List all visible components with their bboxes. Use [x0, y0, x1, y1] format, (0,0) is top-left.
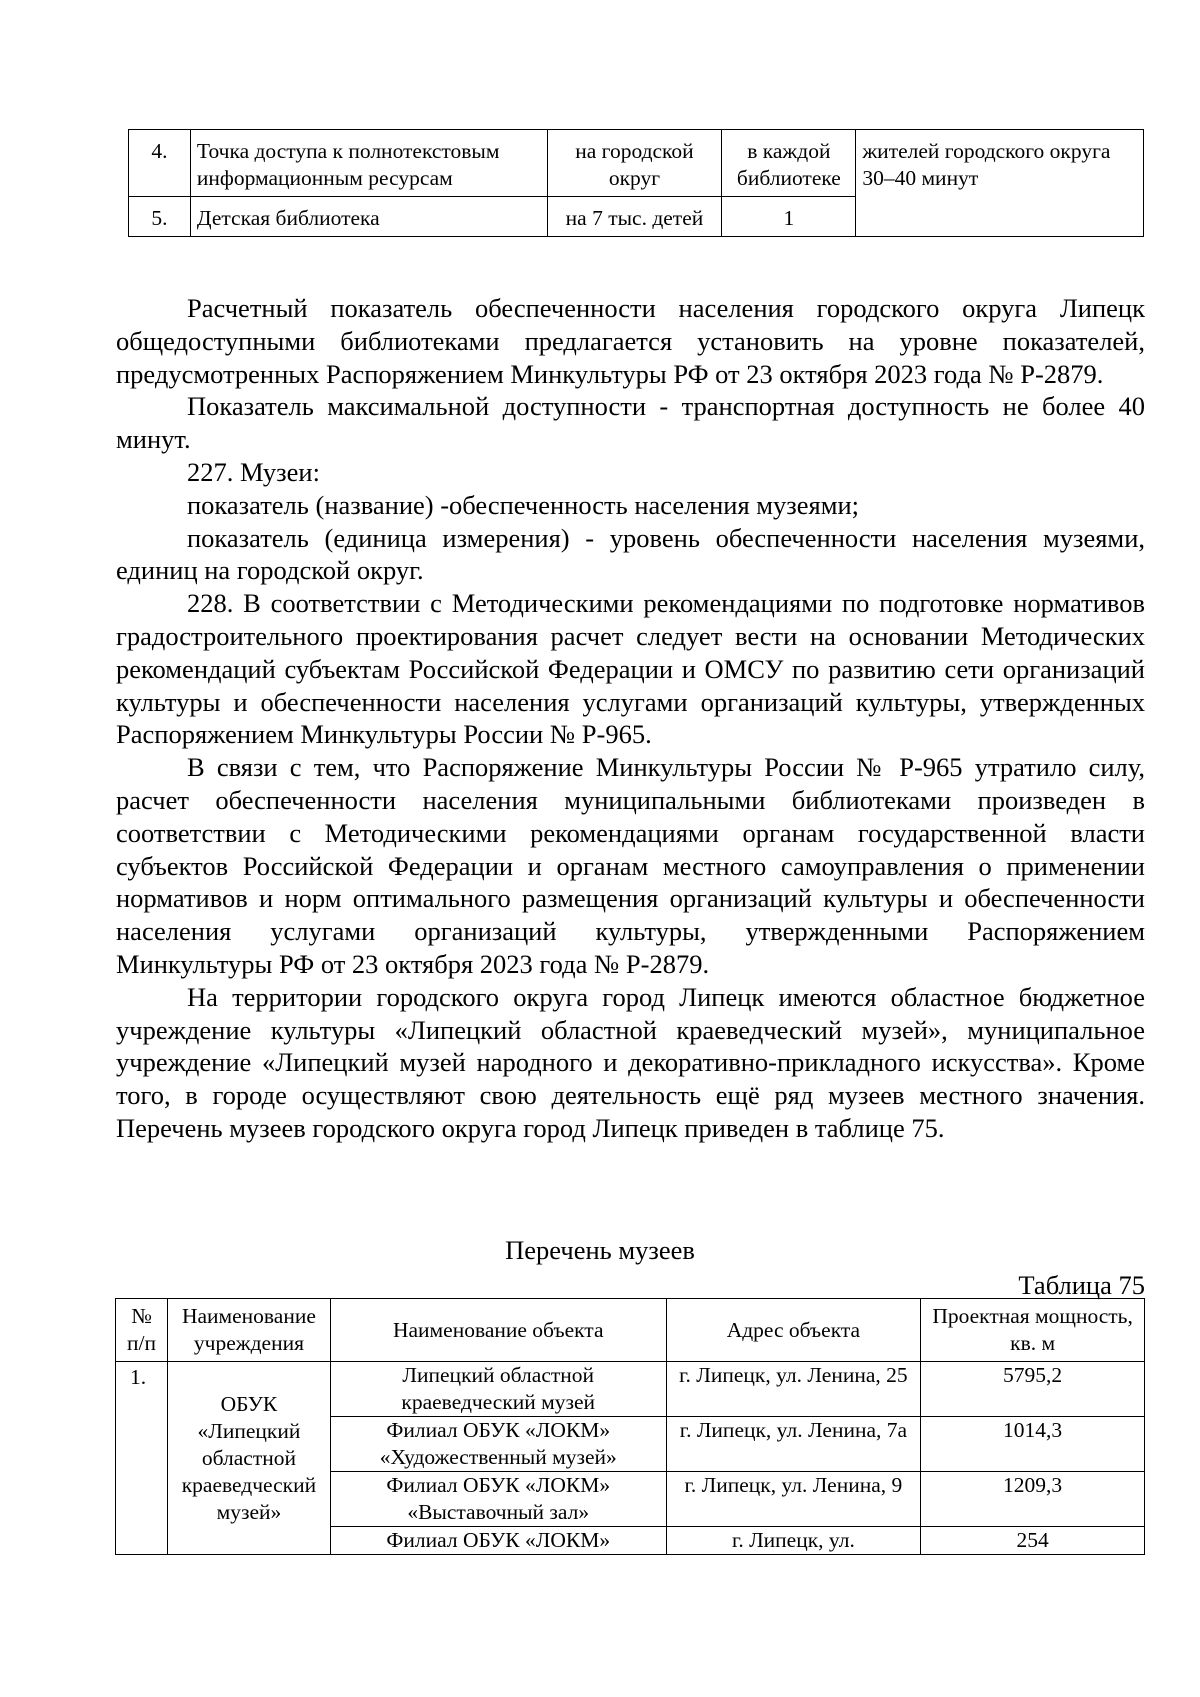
indicator-name: Точка доступа к полнотекстовым информационным ресурсам — [190, 130, 547, 197]
object-capacity: 1014,3 — [921, 1417, 1145, 1472]
header-num: № п/п — [116, 1299, 168, 1362]
paragraph: 228. В соответствии с Методическими рекомендациями по подготовке нормативов градостроительного проектирования расчет следует вести на основании Методических рекомендаций субъектам Российской Федерации и ОМСУ по развитию сети организаций культуры и обеспеченности населения услугами организаций культуры, утвержденных Распоряжением Минкультуры России № Р-965. — [116, 588, 1145, 750]
header-capacity: Проектная мощность, кв. м — [921, 1299, 1145, 1362]
row-number: 5. — [129, 197, 191, 237]
paragraph: показатель (название) -обеспеченность населения музеями; — [187, 489, 860, 520]
accessibility-cell: жителей городского округа 30–40 минут — [856, 130, 1144, 237]
table-row — [116, 1362, 1145, 1417]
object-address: г. Липецк, ул. Ленина, 25 — [666, 1362, 921, 1417]
object-name: Липецкий областной краеведческий музей — [330, 1362, 666, 1417]
object-address: г. Липецк, ул. Ленина, 7а — [666, 1417, 921, 1472]
indicator-name: Детская библиотека — [190, 197, 547, 237]
paragraph: показатель (единица измерения) - уровень обеспеченности населения музеями, единиц на городской округ. — [116, 522, 1145, 586]
indicator-value: в каждой библиотеке — [722, 130, 856, 197]
paragraph: Расчетный показатель обеспеченности населения городского округа Липецк общедоступными библиотеками предлагается установить на уровне показателей, предусмотренных Распоряжением Минкультуры РФ от 23 октября 2023 года № Р-2879. — [116, 293, 1145, 389]
object-name: Филиал ОБУК «ЛОКМ» «Выставочный зал» — [330, 1472, 666, 1527]
indicator-unit: на городской округ — [547, 130, 722, 197]
row-number: 4. — [129, 130, 191, 197]
object-capacity: 254 — [921, 1527, 1145, 1555]
table-row — [129, 130, 1144, 197]
table-caption: Перечень музеев — [505, 1235, 695, 1265]
body-text — [116, 292, 1145, 1145]
paragraph: В связи с тем, что Распоряжение Минкультуры России № Р-965 утратило силу, расчет обеспеченности населения муниципальными библиотеками произведен в соответствии с Методическими рекомендациями органам государственной власти субъектов Российской Федерации и органам местного самоуправления о применении нормативов и норм оптимального размещения организаций культуры и обеспеченности населения услугами организаций культуры, утвержденными Распоряжением Минкультуры РФ от 23 октября 2023 года № Р-2879. — [116, 752, 1145, 979]
object-address: г. Липецк, ул. Ленина, 9 — [666, 1472, 921, 1527]
header-address: Адрес объекта — [666, 1299, 921, 1362]
object-name: Филиал ОБУК «ЛОКМ» «Художественный музей» — [330, 1417, 666, 1472]
museums-table — [115, 1298, 1145, 1555]
institution-name: ОБУК «Липецкий областной краеведческий музей» — [167, 1362, 330, 1555]
header-institution: Наименование учреждения — [167, 1299, 330, 1362]
object-capacity: 1209,3 — [921, 1472, 1145, 1527]
paragraph: На территории городского округа город Липецк имеются областное бюджетное учреждение культуры «Липецкий областной краеведческий музей», муниципальное учреждение «Липецкий музей народного и декоративно-прикладного искусства». Кроме того, в городе осуществляют свою деятельность ещё ряд музеев местного значения. Перечень музеев городского округа город Липецк приведен в таблице 75. — [116, 981, 1145, 1143]
paragraph: Показатель максимальной доступности - транспортная доступность не более 40 минут. — [116, 391, 1145, 455]
table-number: Таблица 75 — [1018, 1270, 1145, 1300]
object-name: Филиал ОБУК «ЛОКМ» — [330, 1527, 666, 1555]
object-capacity: 5795,2 — [921, 1362, 1145, 1417]
object-address: г. Липецк, ул. — [666, 1527, 921, 1555]
section-heading: 227. Музеи: — [187, 456, 320, 487]
indicator-unit: на 7 тыс. детей — [547, 197, 722, 237]
row-number: 1. — [116, 1362, 168, 1555]
library-norms-table — [128, 129, 1144, 237]
table-header-row — [116, 1299, 1145, 1362]
header-object: Наименование объекта — [330, 1299, 666, 1362]
indicator-value: 1 — [722, 197, 856, 237]
